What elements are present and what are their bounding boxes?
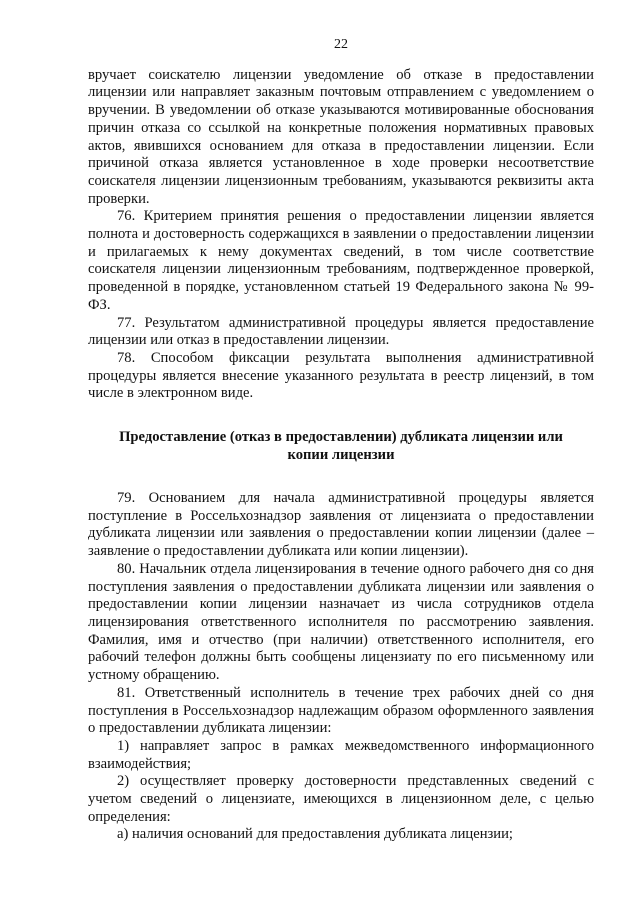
list-item-a: а) наличия оснований для предоставления дубликата лицензии; <box>117 826 513 843</box>
paragraph-79: 79. Основанием для начала административной процедуры является поступление в Россельхознадзор заявления от лицензиата о предоставлении дубликата лицензии или заявления о предоставлении копии лицензии (далее – заявление о предоставлении дубликата или копии лицензии). <box>88 490 594 560</box>
document-page <box>88 36 594 844</box>
paragraphs-top <box>88 67 594 403</box>
paragraphs-bottom <box>88 490 594 844</box>
section-heading-line1: Предоставление (отказ в предоставлении) дубликата лицензии или <box>119 429 563 446</box>
section-heading <box>88 428 594 464</box>
paragraph-continuation: вручает соискателю лицензии уведомление об отказе в предоставлении лицензии или направляет заказным почтовым отправлением с уведомлением о вручении. В уведомлении об отказе указываются мотивированные обоснования причин отказа со ссылкой на конкретные положения нормативных правовых актов, явившихся основанием для отказа в предоставлении лицензии. Если причиной отказа является установленное в ходе проверки несоответствие соискателя лицензии лицензионным требованиям, указываются реквизиты акта проверки. <box>88 66 594 207</box>
page-number: 22 <box>334 37 348 52</box>
section-heading-line2: копии лицензии <box>287 447 395 464</box>
list-item-1: 1) направляет запрос в рамках межведомственного информационного взаимодействия; <box>88 737 594 772</box>
paragraph-76: 76. Критерием принятия решения о предоставлении лицензии является полнота и достоверность содержащихся в заявлении о предоставлении лицензии и прилагаемых к нему документах сведений, в том числе соответствие соискателя лицензии лицензионным требованиям, подтвержденное проверкой, проведенной в порядке, установленном статьей 19 Федерального закона № 99-ФЗ. <box>88 208 594 313</box>
paragraph-80: 80. Начальник отдела лицензирования в течение одного рабочего дня со дня поступления заявления о предоставлении дубликата лицензии или заявления о предоставлении копии лицензии назначает из числа сотрудников отдела лицензирования ответственного исполнителя по рассмотрению заявления. Фамилия, имя и отчество (при наличии) ответственного исполнителя, его рабочий телефон должны быть сообщены лицензиату по его письменному или устному обращению. <box>88 560 594 684</box>
paragraph-77: 77. Результатом административной процедуры является предоставление лицензии или отказ в предоставлении лицензии. <box>88 314 594 349</box>
list-item-2: 2) осуществляет проверку достоверности представленных сведений с учетом сведений о лицензиате, имеющихся в лицензионном деле, с целью определения: <box>88 773 594 825</box>
paragraph-78: 78. Способом фиксации результата выполнения административной процедуры является внесение указанного результата в реестр лицензий, в том числе в электронном виде. <box>88 349 594 402</box>
paragraph-81: 81. Ответственный исполнитель в течение трех рабочих дней со дня поступления в Россельхознадзор надлежащим образом оформленного заявления о предоставлении дубликата лицензии: <box>88 684 594 737</box>
